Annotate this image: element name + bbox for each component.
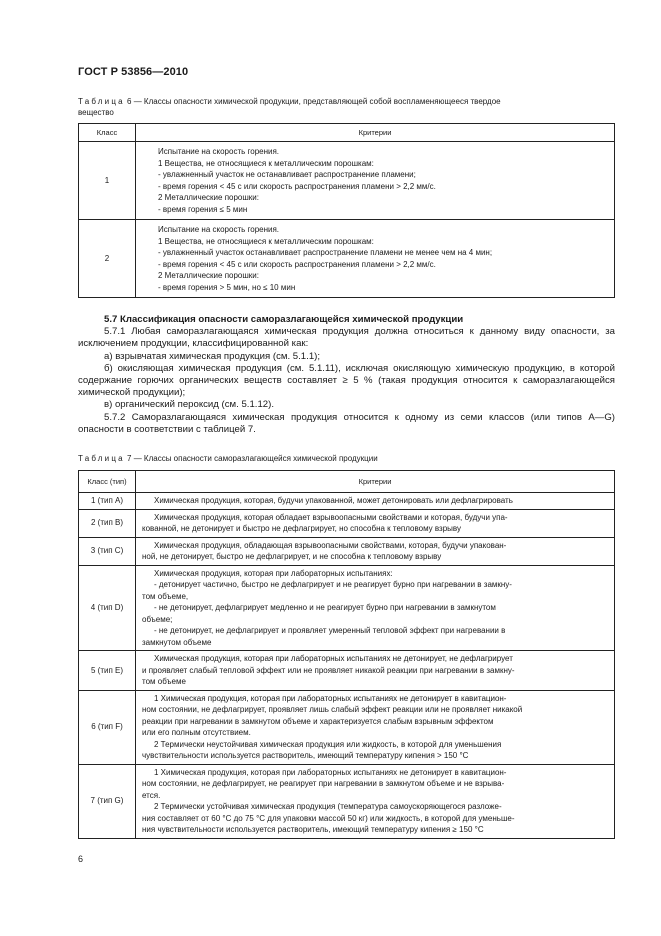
criteria-line: или его полным отсутствием. [142,728,251,737]
table6-header-criteria: Критерии [136,124,615,142]
row-class-cell: 4 (тип D) [79,565,136,651]
criteria-line: - время горения < 45 с или скорость распространения пламени > 2,2 мм/с. [158,259,436,269]
criteria-line: ния составляет от 60 °С до 75 °С для упаковки массой 50 кг) или жидкость, в которой для уменьше- [142,813,515,823]
criteria-line: - время горения < 45 с или скорость распространения пламени > 2,2 мм/с. [158,181,436,191]
criteria-line: том объеме, [142,591,189,601]
table7-caption-text: 7 — Классы опасности саморазлагающейся химической продукции [127,454,378,463]
row-criteria-cell [136,537,615,565]
table6-header-class: Класс [79,124,136,142]
section-5-7 [78,314,615,436]
criteria-line: Химическая продукция, обладающая взрывоопасными свойствами, которая, будучи упакован- [154,540,507,550]
row-class-cell: 1 (тип А) [79,493,136,510]
row-class-cell: 5 (тип Е) [79,651,136,691]
criteria-line: 2 Термически неустойчивая химическая продукция или жидкость, в которой для уменьшения [154,739,502,749]
criteria-line: - не детонирует, не дефлагрирует и проявляет умеренный тепловой эффект при нагревании в [154,626,506,635]
criteria-line: - время горения > 5 мин, но ≤ 10 мин [158,282,296,292]
criteria-line: объеме; [142,614,173,624]
table-row [79,493,615,510]
criteria-line: 1 Химическая продукция, которая при лабораторных испытаниях не детонирует в кавитацион- [154,767,507,777]
criteria-line: - увлажненный участок останавливает распространение пламени не менее чем на 4 мин; [158,248,493,257]
list-item-b: б) окисляющая химическая продукция (см. 5.1.11), исключая окисляющую химическую продукцию, в которой содержание горючих органических веществ составляет ≥ 5 % (такая продукция относится к саморазлагающейся химической продукции); [78,362,615,399]
table-row [79,142,615,220]
criteria-line: Химическая продукция, которая при лабораторных испытаниях не детонирует, не дефлагрирует [154,654,513,663]
criteria-line: 1 Химическая продукция, которая при лабораторных испытаниях не детонирует в кавитацион- [154,693,507,703]
criteria-line: Химическая продукция, которая при лабораторных испытаниях: [154,568,393,578]
criteria-line: ном состоянии, не дефлагрирует, не реагирует при нагревании в замкнутом объеме и не взрыва- [142,779,505,788]
row-criteria-cell [136,142,615,220]
criteria-line: Химическая продукция, которая, будучи упакованной, может детонировать или дефлагрировать [154,496,513,505]
table7-header-class: Класс (тип) [79,471,136,493]
row-criteria-cell [136,493,615,510]
criteria-line: 2 Металлические порошки: [158,193,259,202]
list-item-a: а) взрывчатая химическая продукция (см. 5.1.1); [104,350,321,362]
table-row [79,565,615,651]
table7-caption [78,453,615,464]
table6-caption [78,96,615,118]
criteria-line: 1 Вещества, не относящиеся к металлическим порошкам: [158,158,374,168]
criteria-line: 2 Металлические порошки: [158,271,259,280]
section-heading: 5.7 Классификация опасности саморазлагающейся химической продукции [104,314,464,325]
table6-caption-word: Таблица [78,97,125,106]
row-class-cell: 3 (тип С) [79,537,136,565]
paragraph-5-7-2: 5.7.2 Саморазлагающаяся химическая продукция относится к одному из семи классов (или типов A—G) опасности в соответствии с таблицей 7. [78,411,615,435]
criteria-line: - увлажненный участок не останавливает распространение пламени; [158,170,416,179]
criteria-line: кованной, не детонирует и быстро не дефлагрирует, но способна к тепловому взрыву [142,524,461,533]
criteria-line: реакции при нагревании в замкнутом объеме и характеризуется слабым взрывным эффектом [142,716,494,726]
table-row [79,509,615,537]
criteria-line: - детонирует частично, быстро не дефлагрирует и не реагирует бурно при нагревании в замкну- [154,580,512,589]
row-class-cell: 2 (тип В) [79,509,136,537]
criteria-line: ния чувствительности используется растворитель, имеющий температуру кипения ≥ 150 °С [142,825,484,834]
criteria-line: - не детонирует, дефлагрирует медленно и не реагирует бурно при нагревании в замкнутом [154,603,496,612]
table6-caption-line2: вещество [78,108,114,117]
criteria-line: Испытание на скорость горения. [158,225,280,234]
paragraph-5-7-1: 5.7.1 Любая саморазлагающаяся химическая продукция должна относиться к данному виду опасности, за исключением продукции, классифицированной как: [78,326,615,350]
table-row [79,651,615,691]
criteria-line: Химическая продукция, которая обладает взрывоопасными свойствами и которая, будучи упа- [154,512,508,522]
table7-caption-word: Таблица [78,454,125,463]
page-number: 6 [78,854,84,864]
criteria-line: - время горения ≤ 5 мин [158,204,248,214]
criteria-line: и проявляет слабый тепловой эффект или не проявляет никакой реакции при нагревании в замкну- [142,665,515,675]
criteria-line: 2 Термически устойчивая химическая продукция (температура самоускоряющегося разложе- [154,802,502,811]
row-criteria-cell [136,220,615,298]
criteria-line: ной, не детонирует, быстро не дефлагрирует, и не способна к тепловому взрыву [142,552,442,561]
table-row [79,764,615,838]
row-class-cell: 1 [79,142,136,220]
row-class-cell: 6 (тип F) [79,690,136,764]
table-row [79,537,615,565]
criteria-line: том объеме [142,677,186,686]
row-criteria-cell [136,690,615,764]
row-class-cell: 2 [79,220,136,298]
table7-header-criteria: Критерии [136,471,615,493]
criteria-line: замкнутом объеме [142,637,212,647]
criteria-line: 1 Вещества, не относящиеся к металлическим порошкам: [158,236,374,246]
criteria-line: Испытание на скорость горения. [158,147,280,156]
table-6 [78,123,615,298]
table6-caption-text: 6 — Классы опасности химической продукции, представляющей собой воспламеняющееся твердое [127,97,501,106]
criteria-line: чувствительности используется растворитель, имеющий температуру кипения > 150 °С [142,751,469,760]
row-class-cell: 7 (тип G) [79,764,136,838]
row-criteria-cell [136,764,615,838]
criteria-line: ется. [142,790,161,800]
table-7 [78,470,615,839]
criteria-line: ном состоянии, не дефлагрирует, проявляет лишь слабый эффект реакции или не проявляет никакой [142,705,523,714]
table-row [79,690,615,764]
row-criteria-cell [136,651,615,691]
document-header: ГОСТ Р 53856—2010 [78,66,189,78]
row-criteria-cell [136,509,615,537]
table-row [79,220,615,298]
list-item-v: в) органический пероксид (см. 5.1.12). [104,399,274,411]
row-criteria-cell [136,565,615,651]
